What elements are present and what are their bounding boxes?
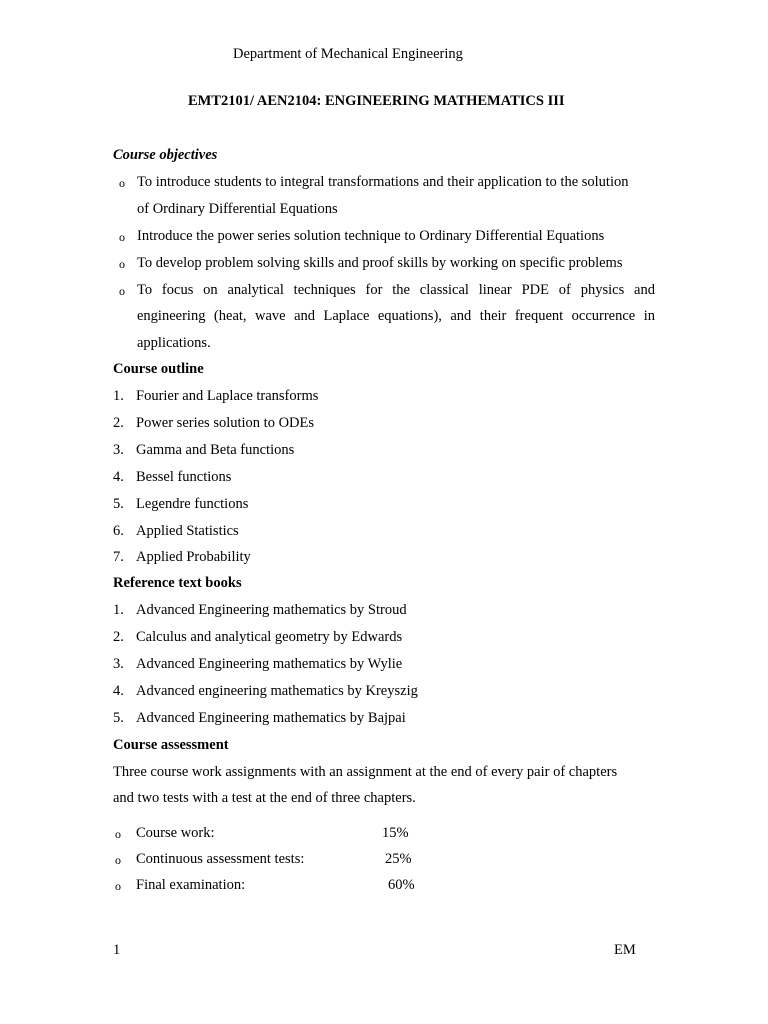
footer-initials: EM xyxy=(614,942,636,958)
bullet-marker: o xyxy=(119,230,125,244)
bullet-marker: o xyxy=(119,257,125,271)
outline-heading: Course outline xyxy=(113,361,204,377)
outline-item: Legendre functions xyxy=(136,496,249,512)
outline-number: 1. xyxy=(113,388,124,404)
objectives-heading: Course objectives xyxy=(113,147,218,163)
objective-3: To develop problem solving skills and proof skills by working on specific problems xyxy=(137,255,623,271)
reference-item: Advanced Engineering mathematics by Wylie xyxy=(136,656,403,672)
bullet-marker: o xyxy=(119,284,125,298)
assessment-value-coursework: 15% xyxy=(382,825,409,841)
reference-number: 4. xyxy=(113,683,124,699)
objective-1-line-2: of Ordinary Differential Equations xyxy=(137,201,338,217)
course-title: EMT2101/ AEN2104: ENGINEERING MATHEMATICS III xyxy=(188,93,565,109)
outline-number: 6. xyxy=(113,523,124,539)
page-number: 1 xyxy=(113,942,121,958)
reference-number: 3. xyxy=(113,656,124,672)
reference-item: Advanced Engineering mathematics by Bajpai xyxy=(136,710,406,726)
bullet-marker: o xyxy=(115,853,121,867)
bullet-marker: o xyxy=(115,827,121,841)
outline-item: Applied Statistics xyxy=(136,523,239,539)
assessment-paragraph-line-2: and two tests with a test at the end of three chapters. xyxy=(113,790,416,806)
objective-4-line-1: To focus on analytical techniques for the classical linear PDE of physics and xyxy=(137,282,655,298)
objective-2: Introduce the power series solution technique to Ordinary Differential Equations xyxy=(137,228,605,244)
bullet-marker: o xyxy=(115,879,121,893)
assessment-paragraph-line-1: Three course work assignments with an assignment at the end of every pair of chapters xyxy=(113,764,618,780)
bullet-marker: o xyxy=(119,176,125,190)
outline-item: Applied Probability xyxy=(136,549,251,565)
outline-number: 4. xyxy=(113,469,124,485)
assessment-heading: Course assessment xyxy=(113,737,229,753)
assessment-label-coursework: Course work: xyxy=(136,825,215,841)
reference-item: Advanced Engineering mathematics by Stroud xyxy=(136,602,407,618)
outline-item: Fourier and Laplace transforms xyxy=(136,388,319,404)
assessment-value-cats: 25% xyxy=(385,851,412,867)
assessment-value-final: 60% xyxy=(388,877,415,893)
outline-item: Power series solution to ODEs xyxy=(136,415,315,431)
outline-number: 2. xyxy=(113,415,124,431)
assessment-label-cats: Continuous assessment tests: xyxy=(136,851,305,867)
references-heading: Reference text books xyxy=(113,575,242,591)
reference-number: 5. xyxy=(113,710,124,726)
objective-1-line-1: To introduce students to integral transformations and their application to the solution xyxy=(137,174,629,190)
outline-number: 3. xyxy=(113,442,124,458)
assessment-label-final: Final examination: xyxy=(136,877,246,893)
outline-item: Gamma and Beta functions xyxy=(136,442,295,458)
department-name: Department of Mechanical Engineering xyxy=(233,46,463,62)
reference-item: Advanced engineering mathematics by Kreyszig xyxy=(136,683,418,699)
reference-number: 2. xyxy=(113,629,124,645)
outline-item: Bessel functions xyxy=(136,469,232,485)
reference-item: Calculus and analytical geometry by Edwards xyxy=(136,629,403,645)
objective-4-line-3: applications. xyxy=(137,335,211,351)
outline-number: 5. xyxy=(113,496,124,512)
outline-number: 7. xyxy=(113,549,124,565)
objective-4-line-2: engineering (heat, wave and Laplace equations), and their frequent occurrence in xyxy=(137,308,655,324)
reference-number: 1. xyxy=(113,602,124,618)
